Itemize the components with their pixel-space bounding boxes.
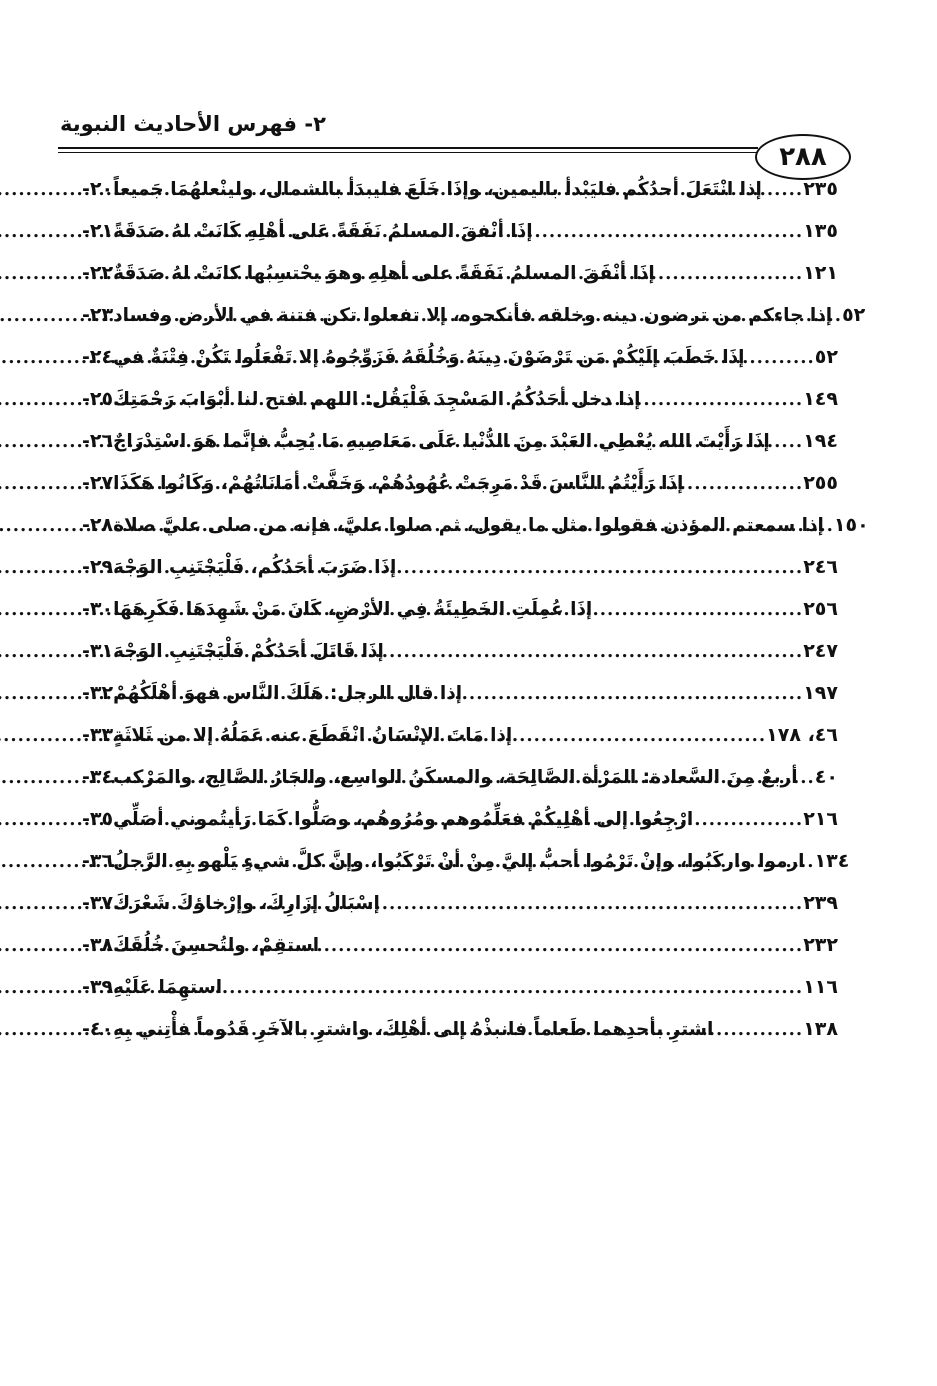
entry-text: ارْجِعُوا إلى أهْلِيكُمْ فعَلِّمُوهم ومُرُوهُم، وصَلُّوا كَمَا رَأيتُموني أصَلِّي (113, 808, 694, 830)
entry-number: ٣٥- (82, 808, 114, 830)
leader-dots (533, 221, 804, 242)
entry-number: ٢٥- (82, 388, 114, 410)
leader-dots (512, 725, 766, 746)
entry-text: إذا جاءكم من ترضون دينه وخلقه فأنكحوه، إلا تفعلوا تكن فتنة في الأرض وفساد (113, 304, 833, 326)
leader-dots (641, 389, 804, 410)
entry-number: ٢٧- (82, 472, 114, 494)
entry-text: ارموا واركَبُوا، وإنْ تَرْمُوا أحبُّ إليَّ مِنْ أنْ تَرْكَبُوا، وإنَّ كلَّ شيءٍ يَلْهو بِهِ الرَّجلُ (113, 850, 805, 872)
entry-page: ١٤٩ (803, 388, 838, 410)
entry-text: استهِمَا عَلَيْهِ (113, 976, 223, 998)
entry-text: إذَا رَأَيْتُمُ النَّاسَ قَدْ مَرِجَتْ عُهُودُهُمْ، وَخَفَّتْ أمَانَاتُهُمْ، وَكَانُوا هَكَذَا (113, 472, 684, 494)
index-entry (72, 420, 844, 462)
index-entry (72, 630, 844, 672)
entry-page: ١٩٧ (803, 682, 838, 704)
index-entry (72, 210, 844, 252)
entry-number: ٣٠- (82, 598, 114, 620)
index-entry (72, 1008, 844, 1050)
leader-dots (805, 851, 815, 872)
entry-page: ١٢١ (803, 262, 838, 284)
entry-page: ٢٥٥ (803, 472, 838, 494)
entry-text: اشترِ بأحدِهما طَعاماً فانبذْهُ إلى أهْلِكَ، واشترِ بالآخَرِ قَدُوماً فأْتِني بِهِ (113, 1018, 714, 1040)
entry-text: إذا سمعتم المؤذن فقولوا مثل ما يقول، ثم صلوا عليَّ، فإنه من صلى عليَّ صلاة (113, 514, 824, 536)
entry-text: إذَا خَطَبَ إلَيْكُمْ مَن تَرْضَوْنَ دِينَهُ وَخُلُقَهُ فَزَوِّجُوهُ إلا تَفْعَلُوا تَكُنْ فِتْنَةٌ في (113, 346, 745, 368)
entry-page: ٢١٦ (803, 808, 838, 830)
index-entry (72, 756, 844, 798)
index-entry (72, 966, 844, 1008)
entry-page: ٤٦، ١٧٨ (766, 724, 838, 746)
entry-page: ٥٢ (814, 346, 838, 368)
entry-page: ٢٤٦ (803, 556, 838, 578)
index-entry (72, 294, 866, 336)
index-entry (72, 462, 844, 504)
entry-text: إذَا ضَرَبَ أحَدُكُم، فَلْيَجْتَنِبِ الوَجْهَ (113, 556, 397, 578)
index-entry (72, 588, 844, 630)
entry-page: ١٥٠ (833, 514, 869, 536)
entry-text: إذا قال الرجل: هَلَكَ النَّاس فهوَ أهْلَكُهُمْ (113, 682, 463, 704)
index-entry (72, 672, 844, 714)
leader-dots (713, 1019, 803, 1040)
index-entry (72, 924, 844, 966)
entry-number: ٢٣- (82, 304, 114, 326)
entry-page: ١٣٨ (803, 1018, 838, 1040)
entry-number: ٢٩- (82, 556, 114, 578)
entry-text: إسْبَالُ إزَارِكَ، وإرْخاؤكَ شَعْرَكَ (113, 892, 380, 914)
leader-dots (592, 599, 803, 620)
entry-number: ٢٤- (82, 346, 114, 368)
index-entry (72, 882, 844, 924)
running-header-title: ٢- فهرس الأحاديث النبوية (60, 112, 326, 136)
leader-dots (693, 809, 803, 830)
header-rule-thick (58, 147, 758, 149)
entry-text: إذَا قَاتَلَ أحَدُكُمْ فَلْيَجْتَنِبِ الوَجْهَ (113, 640, 384, 662)
entry-number: ٢١- (82, 220, 114, 242)
index-entry (72, 546, 844, 588)
entry-number: ٣٦- (82, 850, 114, 872)
leader-dots (462, 683, 803, 704)
entry-text: إذَا أنْفَقَ المسلمُ نَفَقَةً على أهلِهِ وهوَ يحْتسِبُها كانَتْ لهُ صَدَقَةٌ (113, 262, 655, 284)
leader-dots (798, 767, 815, 788)
hadith-index-list (72, 168, 869, 1050)
header-rule-thin (58, 152, 758, 153)
entry-number: ٣٨- (82, 934, 114, 956)
entry-page: ٥٢ (842, 304, 866, 326)
entry-page: ٢٥٦ (803, 598, 838, 620)
entry-text: إذا دخل أحَدُكُمُ المَسْجِدَ فَلْيَقُل: اللهم افتح لنا أبْوَابَ رَحْمَتِكَ (113, 388, 641, 410)
entry-number: ٢٨- (82, 514, 114, 536)
leader-dots (222, 977, 803, 998)
entry-text: إذا مَاتَ الإنْسَانُ انْقَطَعَ عنه عَمَلُهُ إلا من ثَلاثَةٍ (113, 724, 513, 746)
entry-text: إذَا عُمِلَتِ الخَطِيئَةُ فِي الأرْضِ، كَانَ مَنْ شَهِدَهَا فَكَرِهَهَا (113, 598, 593, 620)
entry-number: ٣٣- (82, 724, 114, 746)
leader-dots (655, 263, 803, 284)
entry-page: ١٣٤ (814, 850, 850, 872)
leader-dots (319, 935, 803, 956)
entry-page: ٢٤٧ (803, 640, 838, 662)
entry-number: ٣٢- (82, 682, 114, 704)
leader-dots (824, 515, 834, 536)
entry-page: ١١٦ (803, 976, 838, 998)
entry-number: ٣٧- (82, 892, 114, 914)
leader-dots (762, 179, 803, 200)
leader-dots (832, 305, 842, 326)
leader-dots (384, 641, 803, 662)
entry-text: استقِمْ، ولتُحسِنَ خُلُقَكَ (113, 934, 320, 956)
entry-page: ١٣٥ (803, 220, 838, 242)
entry-text: إذا انْتَعَلَ أحدُكُم فليَبْدأ باليمين، وإذَا خَلَعَ فليبدَأ بالشمال، ولينْعلهُمَا جَميعاً (113, 178, 762, 200)
entry-page: ٢٣٥ (803, 178, 838, 200)
entry-number: ٢٠- (82, 178, 114, 200)
entry-page: ٤٠ (814, 766, 838, 788)
entry-page: ١٩٤ (803, 430, 838, 452)
leader-dots (683, 473, 803, 494)
page-number: ٢٨٨ (779, 142, 827, 172)
index-entry (72, 252, 844, 294)
entry-number: ٢٢- (82, 262, 114, 284)
entry-number: ٢٦- (82, 430, 114, 452)
entry-page: ٢٣٩ (803, 892, 838, 914)
index-entry (72, 168, 844, 210)
entry-page: ٢٣٢ (803, 934, 838, 956)
entry-text: إذَا أنْفقَ المسلمُ نَفَقَةً عَلى أهْلِهِ كَانَتْ لهُ صَدَقَةً (113, 220, 533, 242)
leader-dots (744, 347, 814, 368)
entry-text: إذَا رَأَيْتَ الله يُعْطِي العَبْدَ مِنَ الدُّنْيا عَلَى مَعَاصِيهِ مَا يُحِبُّ فإنَّما هَوَ اسْتِدْرَاجٌ (113, 430, 770, 452)
leader-dots (380, 893, 803, 914)
index-entry (72, 504, 869, 546)
entry-number: ٤٠- (82, 1018, 114, 1040)
index-entry (72, 798, 844, 840)
index-entry (72, 336, 844, 378)
leader-dots (770, 431, 803, 452)
entry-number: ٣١- (82, 640, 114, 662)
index-entry (72, 714, 844, 756)
entry-number: ٣٩- (82, 976, 114, 998)
entry-number: ٣٤- (82, 766, 114, 788)
index-entry (72, 378, 844, 420)
index-entry (72, 840, 850, 882)
entry-text: أربعٌ مِنَ السَّعادة: المَرْأة الصَّالِحَة، والمسكَنُ الواسِع، والجَارُ الصَّالِح، والمَرْكب (113, 766, 798, 788)
leader-dots (396, 557, 803, 578)
